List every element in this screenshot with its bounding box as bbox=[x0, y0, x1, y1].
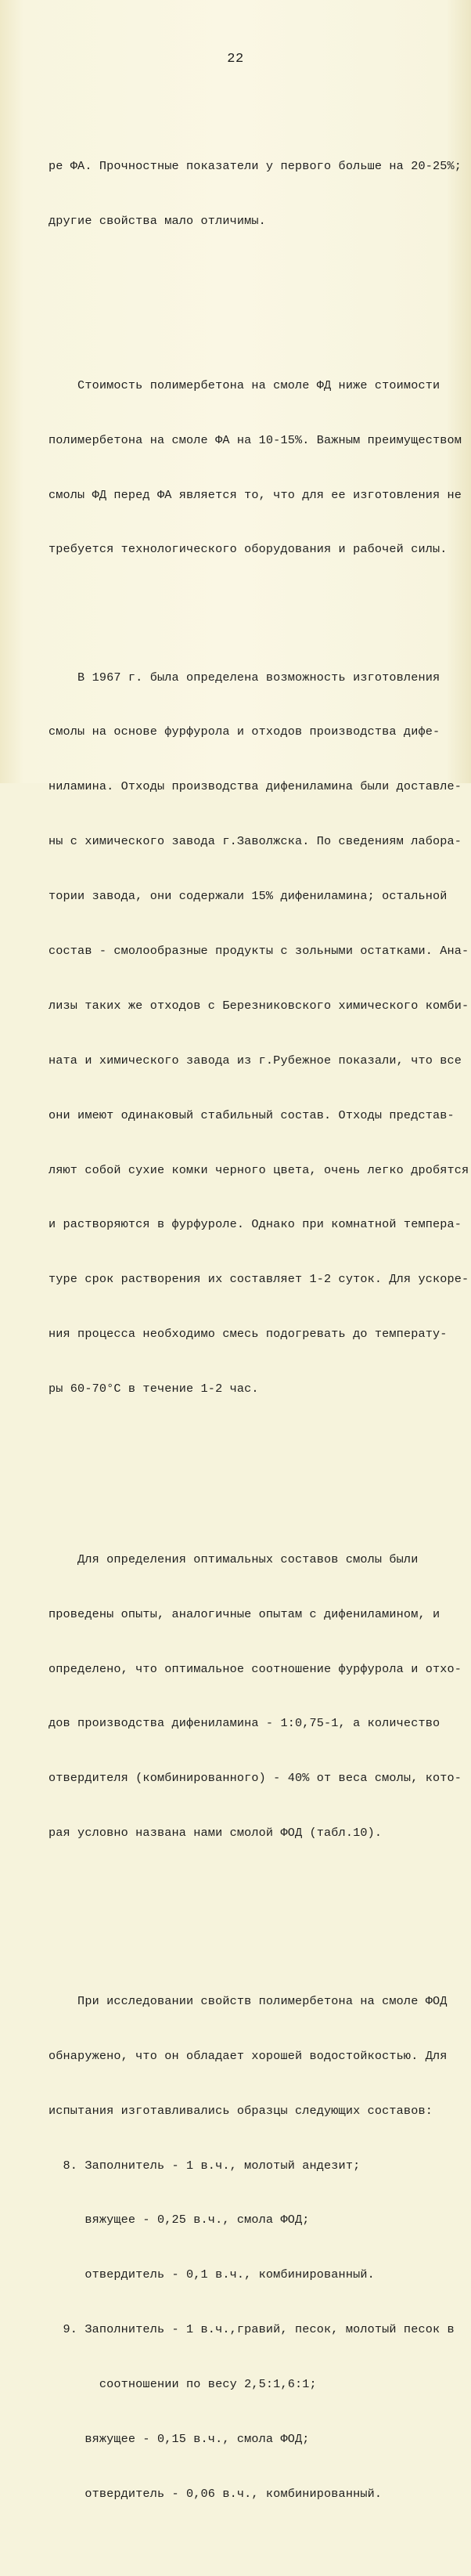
paragraph bbox=[49, 121, 462, 267]
text-line: отвердителя (комбинированного) - 40% от веса смолы, кото- bbox=[49, 1771, 462, 1786]
list-item-detail: отвердитель - 0,06 в.ч., комбинированный. bbox=[49, 2486, 383, 2501]
text-line: полимербетона на смоле ФА на 10-15%. Важным преимуществом bbox=[49, 432, 462, 447]
list-item-detail: вяжущее - 0,15 в.ч., смола ФОД; bbox=[49, 2432, 310, 2446]
text-line: ната и химического завода из г.Рубежное показали, что все bbox=[49, 1053, 462, 1068]
text-line: они имеют одинаковый стабильный состав. Отходы представ- bbox=[49, 1107, 455, 1122]
list-item-detail: соотношении по весу 2,5:1,6:1; bbox=[49, 2377, 317, 2392]
text-line: ния процесса необходимо смесь подогревать до температу- bbox=[49, 1327, 448, 1342]
list-item: 8. Заполнитель - 1 в.ч., молотый андезит; bbox=[49, 2158, 361, 2173]
text-line: смолы на основе фурфурола и отходов производства дифе- bbox=[49, 724, 440, 739]
text-line: лизы таких же отходов с Березниковского химического комби- bbox=[49, 998, 469, 1013]
text-line: и растворяются в фурфуроле. Однако при комнатной темпера- bbox=[49, 1217, 462, 1232]
list-item-detail: отвердитель - 0,1 в.ч., комбинированный. bbox=[49, 2267, 375, 2282]
paragraph bbox=[49, 632, 469, 1435]
text-line: проведены опыты, аналогичные опытам с дифениламином, и bbox=[49, 1606, 440, 1621]
text-line: обнаружено, что он обладает хорошей водостойкостью. Для bbox=[49, 2048, 448, 2063]
text-line: ниламина. Отходы производства дифениламина были доставле- bbox=[49, 779, 462, 794]
text-line: ры 60-70°С в течение 1-2 час. bbox=[49, 1382, 259, 1396]
text-line: Для определения оптимальных составов смолы были bbox=[49, 1552, 419, 1566]
text-line: определено, что оптимальное соотношение фурфурола и отхо- bbox=[49, 1661, 462, 1676]
text-line: ре ФА. Прочностные показатели у первого больше на 20-25%; bbox=[49, 159, 462, 174]
text-line: ляют собой сухие комки черного цвета, очень легко дробятся bbox=[49, 1162, 469, 1177]
list-item-detail: вяжущее - 0,25 в.ч., смола ФОД; bbox=[49, 2213, 310, 2227]
text-line: тории завода, они содержали 15% дифениламина; остальной bbox=[49, 889, 448, 904]
text-line: При исследовании свойств полимербетона на смоле ФОД bbox=[49, 1993, 448, 2008]
paragraph bbox=[49, 340, 462, 595]
text-line: Стоимость полимербетона на смоле ФД ниже стоимости bbox=[49, 378, 440, 392]
text-line: состав - смолообразные продукты с зольными остатками. Ана- bbox=[49, 943, 469, 958]
paragraph-gap bbox=[49, 1472, 448, 1478]
list-item: 9. Заполнитель - 1 в.ч.,гравий, песок, молотый песок в bbox=[49, 2322, 455, 2337]
text-line: рая условно названа нами смолой ФОД (табл.10). bbox=[49, 1826, 383, 1841]
text-line: требуется технологического оборудования и рабочей силы. bbox=[49, 542, 448, 557]
page-number: 22 bbox=[227, 52, 244, 67]
paragraph-gap bbox=[49, 1916, 448, 1920]
paragraph bbox=[49, 1514, 462, 1879]
text-line: В 1967 г. была определена возможность изготовления bbox=[49, 670, 440, 685]
text-line: другие свойства мало отличимы. bbox=[49, 214, 266, 229]
document-body bbox=[49, 85, 469, 2576]
text-line: испытания изготавливались образцы следующих составов: bbox=[49, 2103, 433, 2118]
text-line: дов производства дифениламина - 1:0,75-1, а количество bbox=[49, 1716, 440, 1731]
text-line: ны с химического завода г.Заволжска. По сведениям лабора- bbox=[49, 834, 462, 849]
text-line: смолы ФД перед ФА является то, что для ее изготовления не bbox=[49, 487, 462, 502]
paragraph bbox=[49, 1956, 455, 2540]
text-line: туре срок растворения их составляет 1-2 суток. Для ускоре- bbox=[49, 1272, 469, 1287]
